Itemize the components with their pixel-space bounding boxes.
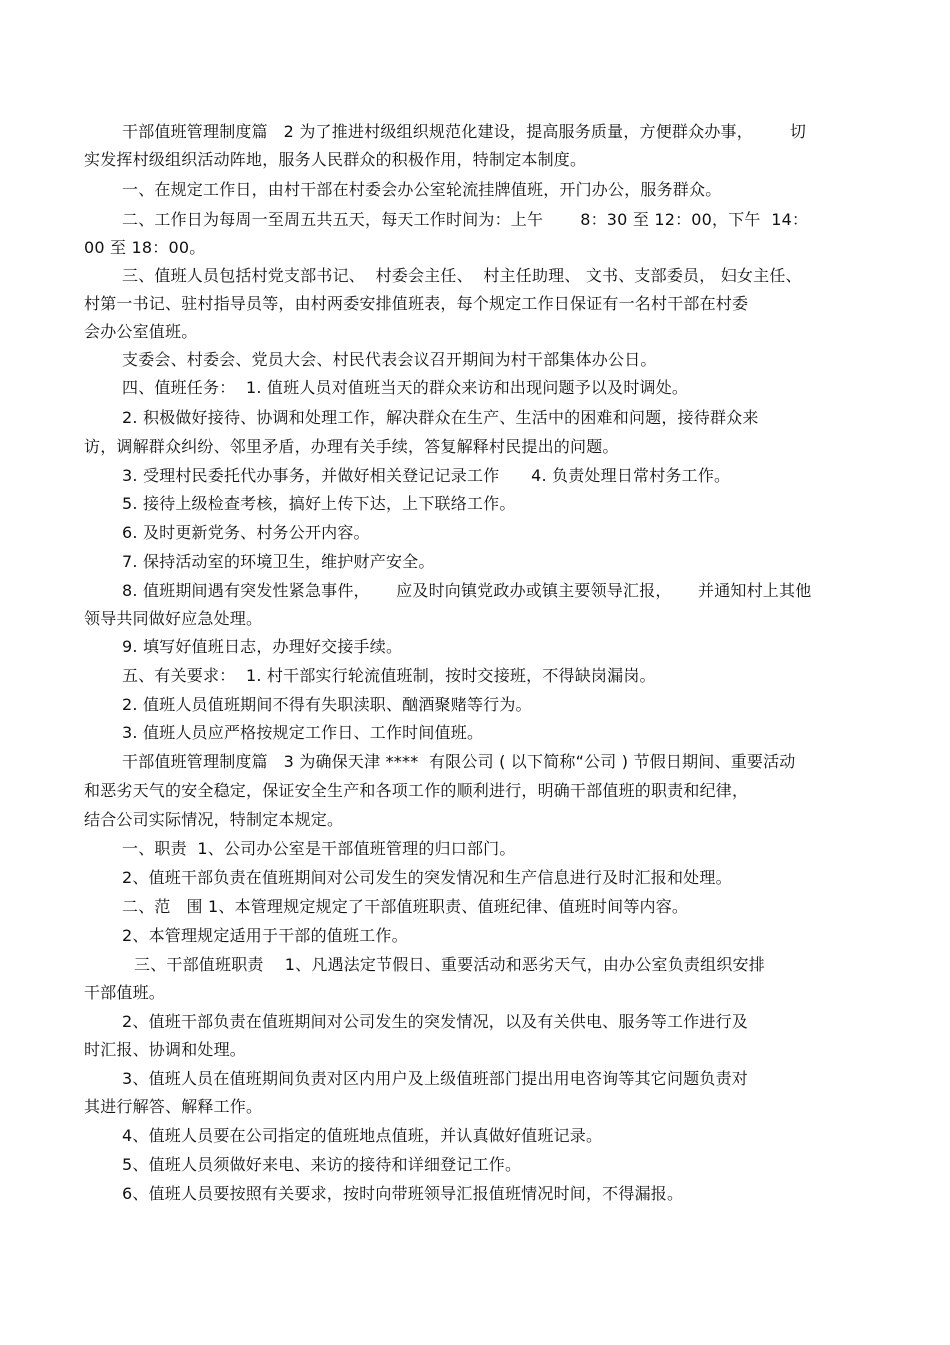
text-line: 3、值班人员在值班期间负责对区内用户及上级值班部门提出用电咨询等其它问题负责对 (122, 1069, 748, 1088)
text-line: 00 至 18：00。 (84, 238, 206, 257)
text-line: 结合公司实际情况，特制定本规定。 (84, 810, 344, 829)
text-line: 8. 值班期间遇有突发性紧急事件， 应及时向镇党政办或镇主要领导汇报， 并通知村上其他 (122, 581, 812, 600)
text-line: 五、有关要求： 1. 村干部实行轮流值班制，按时交接班，不得缺岗漏岗。 (122, 666, 656, 685)
text-line: 5、值班人员须做好来电、来访的接待和详细登记工作。 (122, 1155, 522, 1174)
text-line: 二、范 围 1、本管理规定规定了干部值班职责、值班纪律、值班时间等内容。 (122, 897, 689, 916)
text-line: 7. 保持活动室的环境卫生，维护财产安全。 (122, 552, 435, 571)
text-line: 三、值班人员包括村党支部书记、 村委会主任、 村主任助理、 文书、支部委员， 妇女主任、 (122, 266, 802, 285)
text-line: 3. 受理村民委托代办事务，并做好相关登记记录工作 4. 负责处理日常村务工作。 (122, 466, 731, 485)
text-line: 6. 及时更新党务、村务公开内容。 (122, 523, 370, 542)
text-line: 支委会、村委会、党员大会、村民代表会议召开期间为村干部集体办公日。 (122, 350, 657, 369)
text-line: 一、职责 1、公司办公室是干部值班管理的归口部门。 (122, 839, 516, 858)
text-line: 和恶劣天气的安全稳定，保证安全生产和各项工作的顺利进行，明确干部值班的职责和纪律， (84, 781, 749, 800)
text-line: 2、值班干部负责在值班期间对公司发生的突发情况和生产信息进行及时汇报和处理。 (122, 868, 732, 887)
text-line: 干部值班管理制度篇 2 为了推进村级组织规范化建设，提高服务质量，方便群众办事， 切 (122, 122, 807, 141)
text-line: 会办公室值班。 (84, 322, 198, 341)
text-line: 三、干部值班职责 1、凡遇法定节假日、重要活动和恶劣天气，由办公室负责组织安排 (134, 955, 765, 974)
text-line: 实发挥村级组织活动阵地，服务人民群众的积极作用，特制定本制度。 (84, 150, 587, 169)
text-line: 5. 接待上级检查考核，搞好上传下达，上下联络工作。 (122, 494, 516, 513)
text-line: 访，调解群众纠纷、邻里矛盾，办理有关手续，答复解释村民提出的问题。 (84, 437, 619, 456)
text-line: 其进行解答、解释工作。 (84, 1097, 263, 1116)
text-line: 干部值班。 (84, 983, 166, 1002)
text-line: 村第一书记、驻村指导员等，由村两委安排值班表，每个规定工作日保证有一名村干部在村委 (84, 294, 749, 313)
text-line: 时汇报、协调和处理。 (84, 1040, 247, 1059)
text-line: 6、值班人员要按照有关要求，按时向带班领导汇报值班情况时间，不得漏报。 (122, 1184, 684, 1203)
text-line: 干部值班管理制度篇 3 为确保天津 **** 有限公司 ( 以下简称“公司 ) 节假日期间、重要活动 (122, 752, 796, 771)
text-line: 领导共同做好应急处理。 (84, 609, 263, 628)
text-line: 3. 值班人员应严格按规定工作日、工作时间值班。 (122, 723, 484, 742)
text-line: 4、值班人员要在公司指定的值班地点值班，并认真做好值班记录。 (122, 1126, 603, 1145)
text-line: 二、工作日为每周一至周五共五天，每天工作时间为：上午 8：30 至 12：00，下午 14： (122, 210, 809, 229)
text-line: 2. 值班人员值班期间不得有失职渎职、酗酒聚赌等行为。 (122, 695, 532, 714)
text-line: 2、值班干部负责在值班期间对公司发生的突发情况，以及有关供电、服务等工作进行及 (122, 1012, 748, 1031)
text-line: 9. 填写好值班日志，办理好交接手续。 (122, 637, 403, 656)
text-line: 四、值班任务： 1. 值班人员对值班当天的群众来访和出现问题予以及时调处。 (122, 378, 689, 397)
text-line: 一、在规定工作日，由村干部在村委会办公室轮流挂牌值班，开门办公，服务群众。 (122, 180, 722, 199)
text-line: 2、本管理规定适用于干部的值班工作。 (122, 926, 408, 945)
text-line: 2. 积极做好接待、协调和处理工作，解决群众在生产、生活中的困难和问题，接待群众来 (122, 408, 759, 427)
